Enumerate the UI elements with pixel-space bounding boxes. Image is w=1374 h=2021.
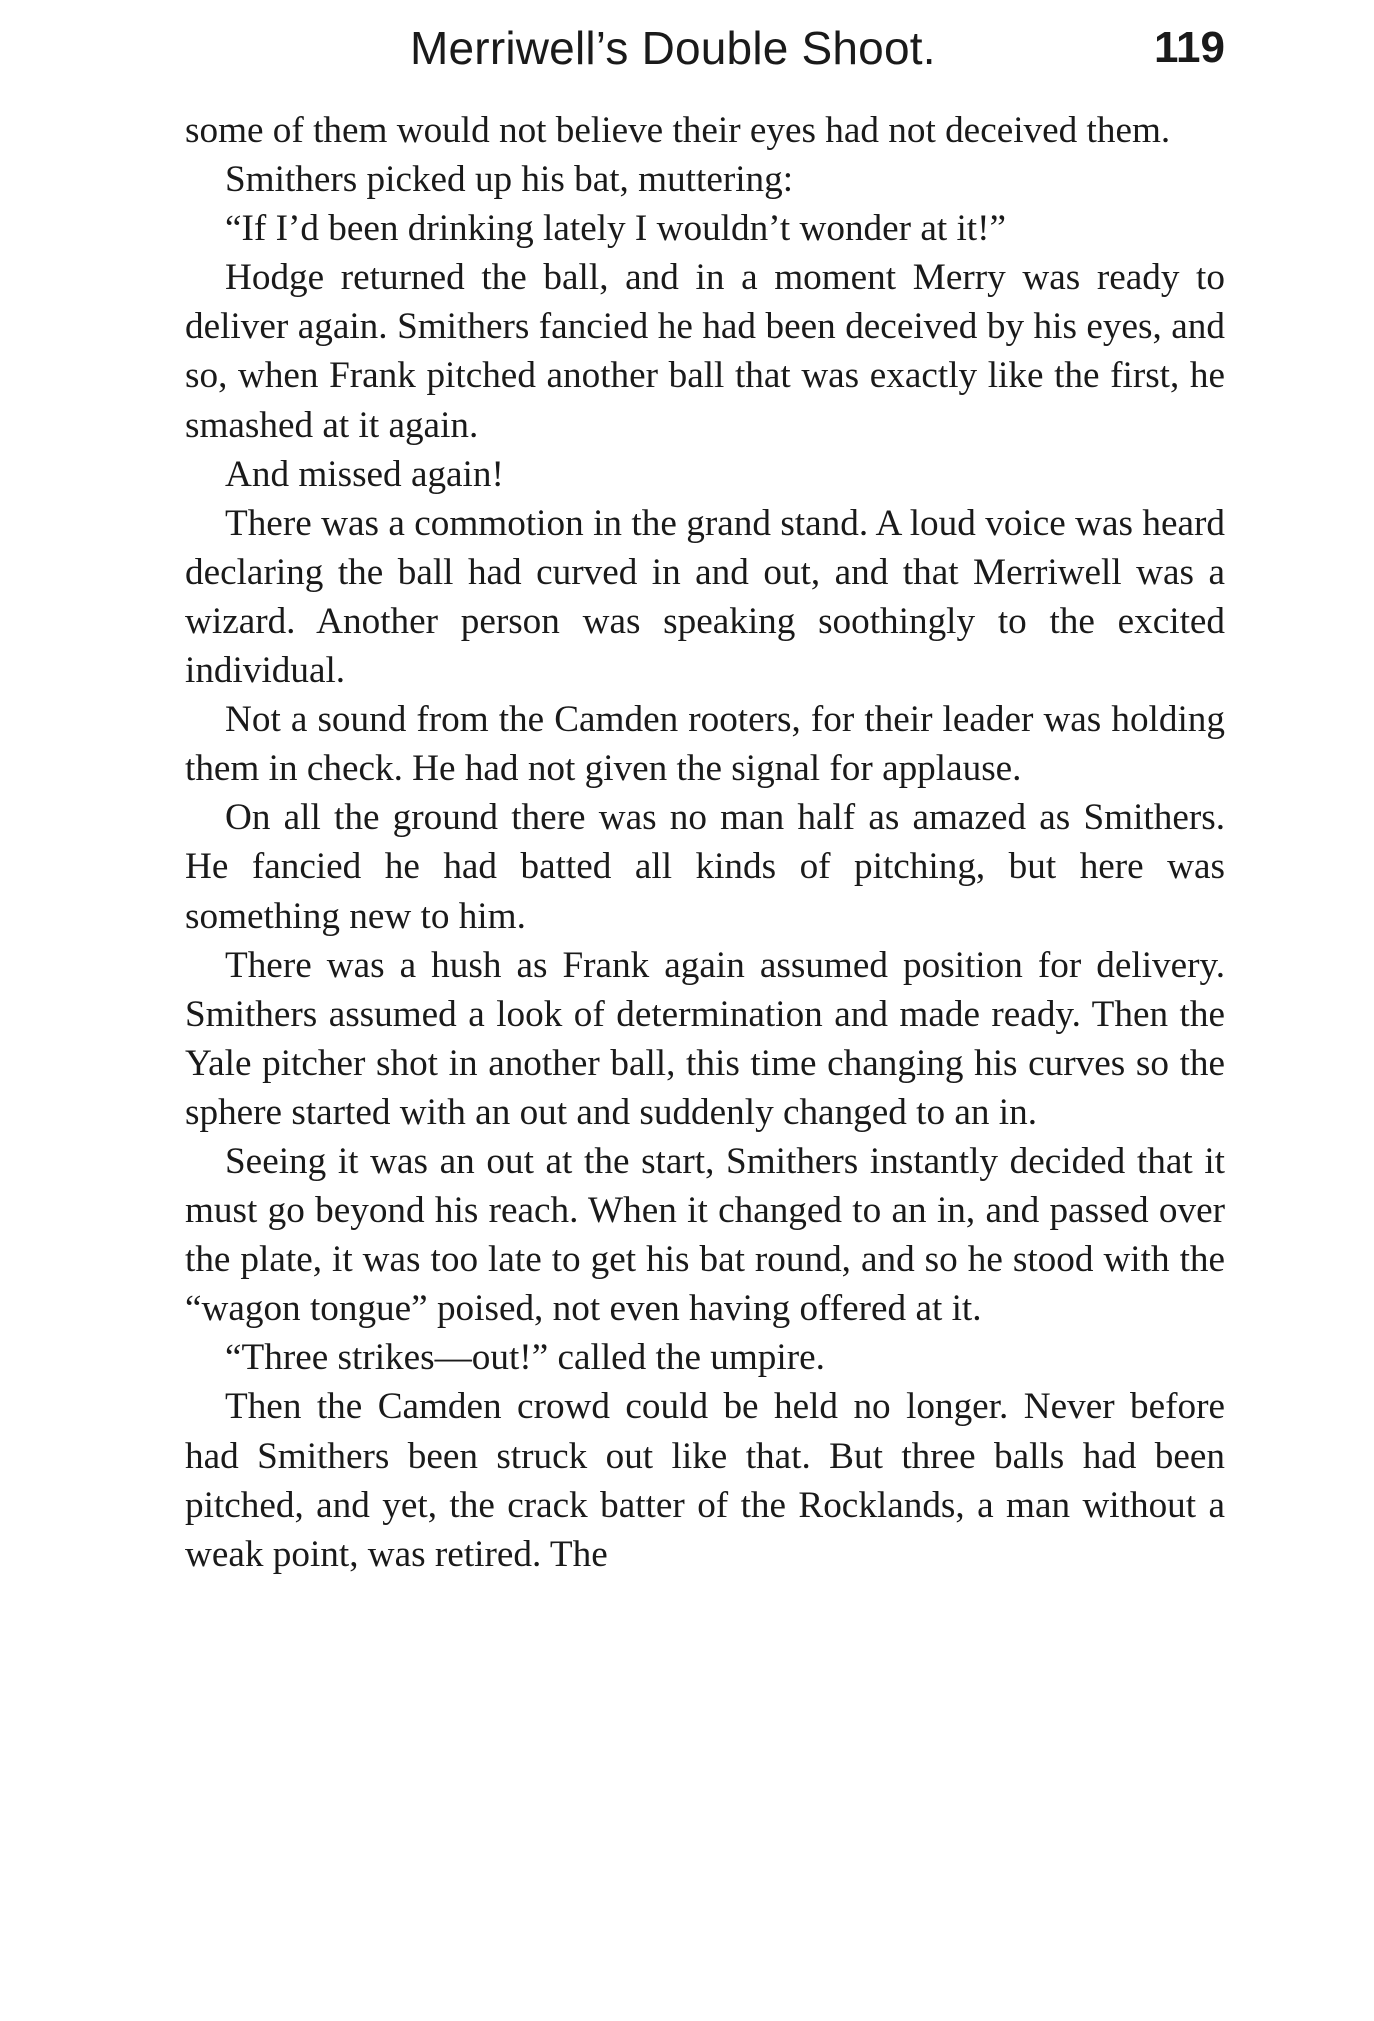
paragraph: Smithers picked up his bat, muttering: (225, 159, 794, 201)
paragraph: “If I’d been drinking lately I wouldn’t wonder at it!” (225, 208, 1007, 250)
paragraph: “Three strikes—out!” called the umpire. (225, 1337, 825, 1379)
paragraph: There was a hush as Frank again assumed position for delivery. Smithers assumed a look of determination and made ready. Then the Yale pitcher shot in another ball, this time changing his curves so the sphere started with an out and suddenly changed to an in. (185, 944, 1225, 1133)
paragraph: some of them would not believe their eyes had not deceived them. (185, 110, 1171, 151)
body-text (185, 106, 1225, 1579)
page-number: 119 (1154, 23, 1225, 72)
paragraph: Then the Camden crowd could be held no longer. Never before had Smithers been struck out like that. But three balls had been pitched, and yet, the crack batter of the Rocklands, a man without a weak point, was retired. The (185, 1386, 1225, 1575)
running-head (185, 18, 1225, 88)
paragraph: Not a sound from the Camden rooters, for their leader was holding them in check. He had not given the signal for applause. (185, 699, 1225, 790)
paragraph: And missed again! (225, 453, 504, 495)
paragraph: On all the ground there was no man half as amazed as Smithers. He fancied he had batted all kinds of pitching, but here was something new to him. (185, 797, 1225, 937)
paragraph: Hodge returned the ball, and in a moment Merry was ready to deliver again. Smithers fancied he had been deceived by his eyes, and so, when Frank pitched another ball that was exactly like the first, he smashed at it again. (185, 257, 1225, 446)
paragraph: There was a commotion in the grand stand. A loud voice was heard declaring the ball had curved in and out, and that Merriwell was a wizard. Another person was speaking soothingly to the excited individual. (185, 502, 1225, 692)
chapter-title: Merriwell’s Double Shoot. (410, 22, 936, 74)
paragraph: Seeing it was an out at the start, Smithers instantly decided that it must go beyond his reach. When it changed to an in, and passed over the plate, it was too late to get his bat round, and so he stood with the “wagon tongue” poised, not even having offered at it. (185, 1140, 1225, 1330)
